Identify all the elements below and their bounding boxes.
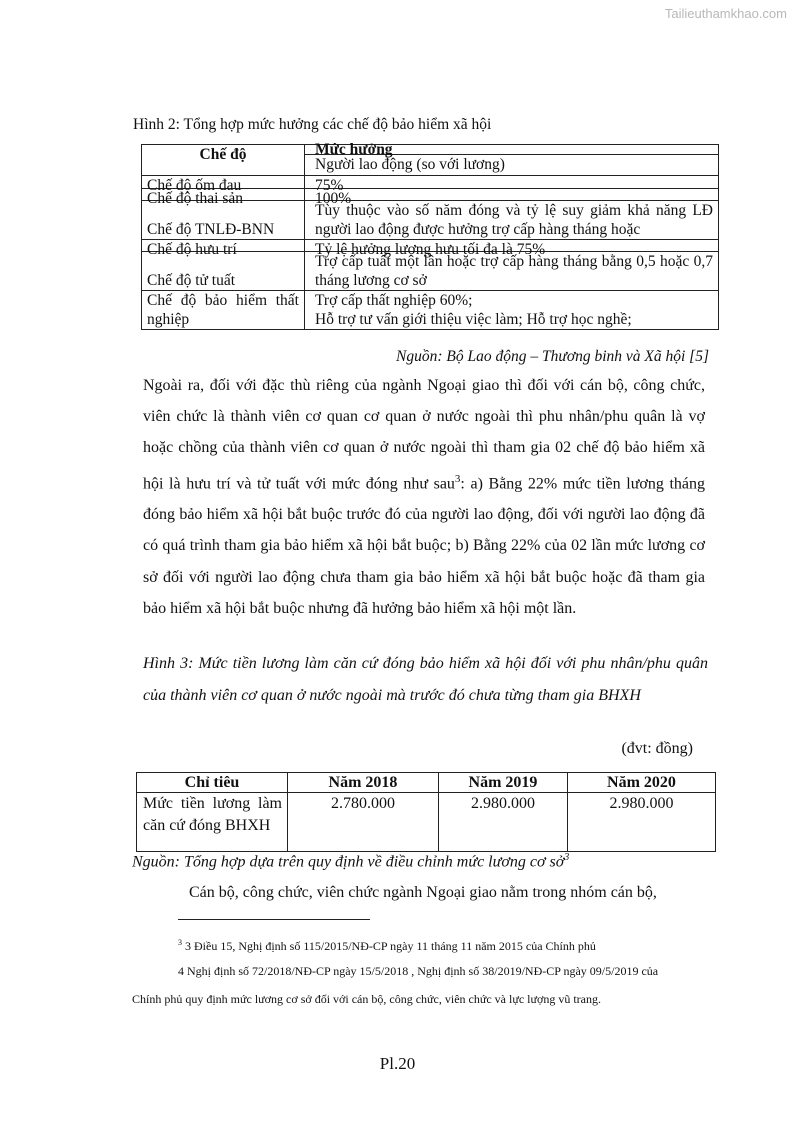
value-2018: 2.780.000 xyxy=(288,793,439,852)
regime-cell: Chế độ tử tuất xyxy=(142,252,305,291)
benefit-cell xyxy=(305,240,719,258)
regime-text: Chế độ thai sản xyxy=(147,190,243,207)
value-2020: 2.980.000 xyxy=(568,793,716,852)
regime-cell xyxy=(142,189,305,207)
paragraph-1 xyxy=(143,370,705,624)
footnote-4-line1: 4 Nghị định số 72/2018/NĐ-CP ngày 15/5/2018 , Nghị định số 38/2019/NĐ-CP ngày 09/5/2019 của xyxy=(178,964,659,978)
benefit-cell xyxy=(305,201,719,240)
paragraph-2: Cán bộ, công chức, viên chức ngành Ngoại giao nằm trong nhóm cán bộ, xyxy=(189,884,657,901)
regime-cell xyxy=(142,176,305,194)
table-header-row xyxy=(137,773,716,793)
benefit-text: 75% xyxy=(315,177,344,194)
table-row xyxy=(142,240,719,252)
header-2018: Năm 2018 xyxy=(288,773,439,793)
header-benefit xyxy=(305,141,719,158)
header-indicator: Chỉ tiêu xyxy=(137,773,288,793)
table-row xyxy=(142,189,719,201)
regime-text: Chế độ hưu trí xyxy=(147,241,237,258)
benefit-line: Trợ cấp thất nghiệp 60%; xyxy=(315,292,473,309)
table-row xyxy=(137,793,716,852)
subheader: Người lao động (so với lương) xyxy=(305,154,719,175)
figure2-caption: Hình 2: Tổng hợp mức hưởng các chế độ bảo hiểm xã hội xyxy=(133,116,492,133)
figure2-table xyxy=(141,141,719,330)
regime-text: Chế độ ốm đau xyxy=(147,177,242,194)
header-2019: Năm 2019 xyxy=(439,773,568,793)
benefit-text: Tùy thuộc vào số năm đóng và tỷ lệ suy giảm khả năng LĐ người lao động được hưởng trợ cấp hàng tháng hoặc xyxy=(315,202,713,238)
benefit-cell xyxy=(305,176,719,194)
table-row xyxy=(142,176,719,189)
footnote-3-text: 3 Điều 15, Nghị định số 115/2015/NĐ-CP ngày 11 tháng 11 năm 2015 của Chính phủ xyxy=(185,939,596,953)
benefit-cell xyxy=(305,291,719,330)
indicator-cell: Mức tiền lương làm căn cứ đóng BHXH xyxy=(137,793,288,852)
benefit-cell xyxy=(305,189,719,207)
figure3-caption: Hình 3: Mức tiền lương làm căn cứ đóng bảo hiểm xã hội đối với phu nhân/phu quân của thành viên cơ quan ở nước ngoài mà trước đó chưa từng tham gia BHXH xyxy=(143,655,708,704)
page-number: Pl.20 xyxy=(379,1054,416,1073)
footnote-ref: 3 xyxy=(564,852,570,863)
regime-text: Chế độ TNLĐ-BNN xyxy=(147,221,275,238)
header-regime: Chế độ xyxy=(142,145,305,176)
benefit-line: Hỗ trợ tư vấn giới thiệu việc làm; Hỗ trợ học nghề; xyxy=(315,311,632,328)
benefit-cell: Trợ cấp tuất một lần hoặc trợ cấp hàng tháng bằng 0,5 hoặc 0,7 tháng lương cơ sở xyxy=(305,252,719,291)
regime-cell xyxy=(142,240,305,258)
footnote-divider xyxy=(178,919,370,920)
table-row xyxy=(142,291,719,330)
benefit-text: 100% xyxy=(315,190,352,207)
paragraph-1-part2: : a) Bằng 22% mức tiền lương tháng đóng bảo hiểm xã hội bắt buộc trước đó của người lao động, đối với người lao động đã có quá trình tham gia bảo hiểm xã hội bắt buộc; b) Bằng 22% của 02 lần mức lương cơ sở đối với người lao động chưa tham gia bảo hiểm xã hội bắt buộc hoặc đã tham gia bảo hiểm xã hội bắt buộc nhưng đã hưởng bảo hiểm xã hội một lần. xyxy=(143,474,705,617)
footnote-3-sup: 3 xyxy=(178,938,182,947)
figure3-source-text: Nguồn: Tổng hợp dựa trên quy định về điều chỉnh mức lương cơ sở xyxy=(132,853,565,871)
header-benefit-text: Mức hưởng xyxy=(315,141,393,158)
value-2019: 2.980.000 xyxy=(439,793,568,852)
benefit-text: Tỷ lệ hưởng lương hưu tối đa là 75% xyxy=(315,241,546,258)
paragraph-1-part1: Ngoài ra, đối với đặc thù riêng của ngành Ngoại giao thì đối với cán bộ, công chức, viên chức là thành viên cơ quan cơ quan ở nước ngoài thì phu nhân/phu quân là vợ hoặc chồng của thành viên cơ quan ở nước ngoài thì tham gia 02 chế độ bảo hiểm xã hội là hưu trí và tử tuất với mức đóng như sau xyxy=(143,377,705,492)
figure2-source: Nguồn: Bộ Lao động – Thương binh và Xã hội [5] xyxy=(396,348,709,365)
unit-label: (đvt: đồng) xyxy=(621,740,693,757)
footnote-ref: 3 xyxy=(454,472,461,485)
table-header-row xyxy=(142,145,719,155)
watermark: Tailieuthamkhao.com xyxy=(664,6,787,21)
regime-cell: Chế độ bảo hiểm thất nghiệp xyxy=(142,291,305,330)
header-2020: Năm 2020 xyxy=(568,773,716,793)
figure3-table xyxy=(136,772,716,852)
figure3-source xyxy=(132,852,569,871)
footnote-4-line2: Chính phủ quy định mức lương cơ sở đối với cán bộ, công chức, viên chức và lực lượng vũ trang. xyxy=(132,992,602,1006)
